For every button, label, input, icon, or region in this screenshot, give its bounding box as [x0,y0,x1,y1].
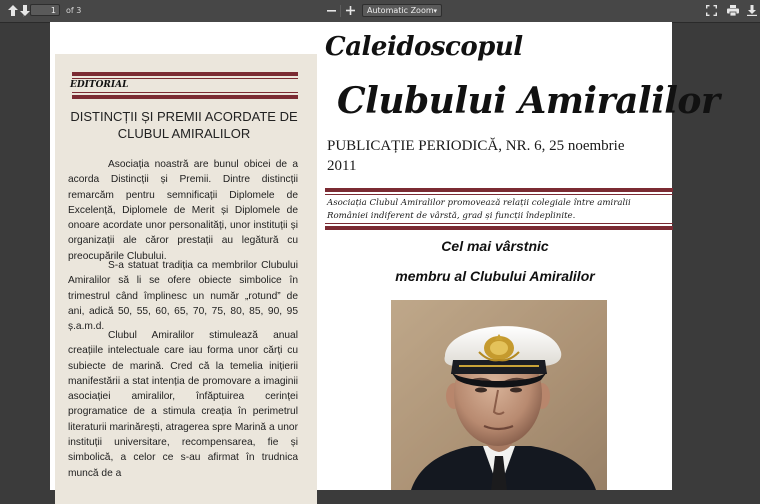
zoom-select[interactable] [362,4,442,17]
editorial-paragraph: Clubul Amiralilor stimulează anual creațiile intelectuale care iau forma unor cărți cu subiecte de marină. Cred că la temelia inițierii manifestării a stat intenția de promovare a imaginii asociației amiralilor, înfăptuirea cerinței programatice de a stimula creația în perimetrul literaturii marinărești, atragerea spre Marină a unor instituții universitare, recompensarea, fie și simbolică, a celor ce s-au afirmat în trudnica muncă de a [68,330,298,479]
fullscreen-icon[interactable] [704,3,718,18]
tagline-bottom-rule [325,226,673,230]
zoom-value: Automatic Zoom [367,6,434,15]
publication-info: PUBLICAȚIE PERIODICĂ, NR. 6, 25 noembrie 2011 [327,138,625,174]
editorial-bottom-rule-thin [72,92,298,93]
editorial-bottom-rule [72,95,298,99]
section-label: EDITORIAL [70,80,129,90]
page-count-label: of 3 [66,6,82,15]
tagline-top-rule-thin [325,194,673,195]
editorial-paragraph: S-a statuat tradiția ca membrilor Clubului Amiralilor să li se ofere obiecte simbolice în trimestrul când împlinesc un număr „rotund” de ani, adică 50, 55, 60, 65, 70, 75, 80, 85, 90, 95 ș.a.m.d. [68,260,298,333]
download-icon[interactable] [745,3,759,18]
editorial-top-rule-thin [72,78,298,79]
zoom-out-icon[interactable] [325,3,337,18]
masthead-title-line1: Caleidoscopul [325,32,523,62]
editorial-heading: DISTINCȚII ȘI PREMII ACORDATE DE CLUBUL AMIRALILOR [70,109,298,141]
tagline: Asociația Clubul Amiralilor promovează relații colegiale între amiralii României indiferent de vârstă, grad și funcții îndeplinite. [327,198,631,221]
print-icon[interactable] [726,3,740,18]
page-number-input[interactable]: 1 [30,4,60,16]
feature-heading-line2: membru al Clubului Amiralilor [395,268,595,284]
masthead-title-line2: Clubului Amiralilor [337,80,720,122]
tagline-bottom-rule-thin [325,223,673,224]
editorial-paragraph: Asociația noastră are bunul obicei de a acorda Distincții și Premii. Dintre distincții remarcăm pentru semnificații Diplomele de Excelență, Diplomele de Merit și Diplomele de onoare acordate unor personalități, unor instituții și organizații ale căror prestații au legătură cu preocupările Clubului. [68,159,298,262]
chevron-down-icon: ▾ [433,7,437,15]
editorial-top-rule [72,72,298,76]
tagline-top-rule [325,188,673,192]
feature-heading-line1: Cel mai vârstnic [441,238,549,254]
zoom-in-icon[interactable] [344,3,356,18]
admiral-portrait-photo [391,300,607,490]
pdf-page [50,22,720,490]
